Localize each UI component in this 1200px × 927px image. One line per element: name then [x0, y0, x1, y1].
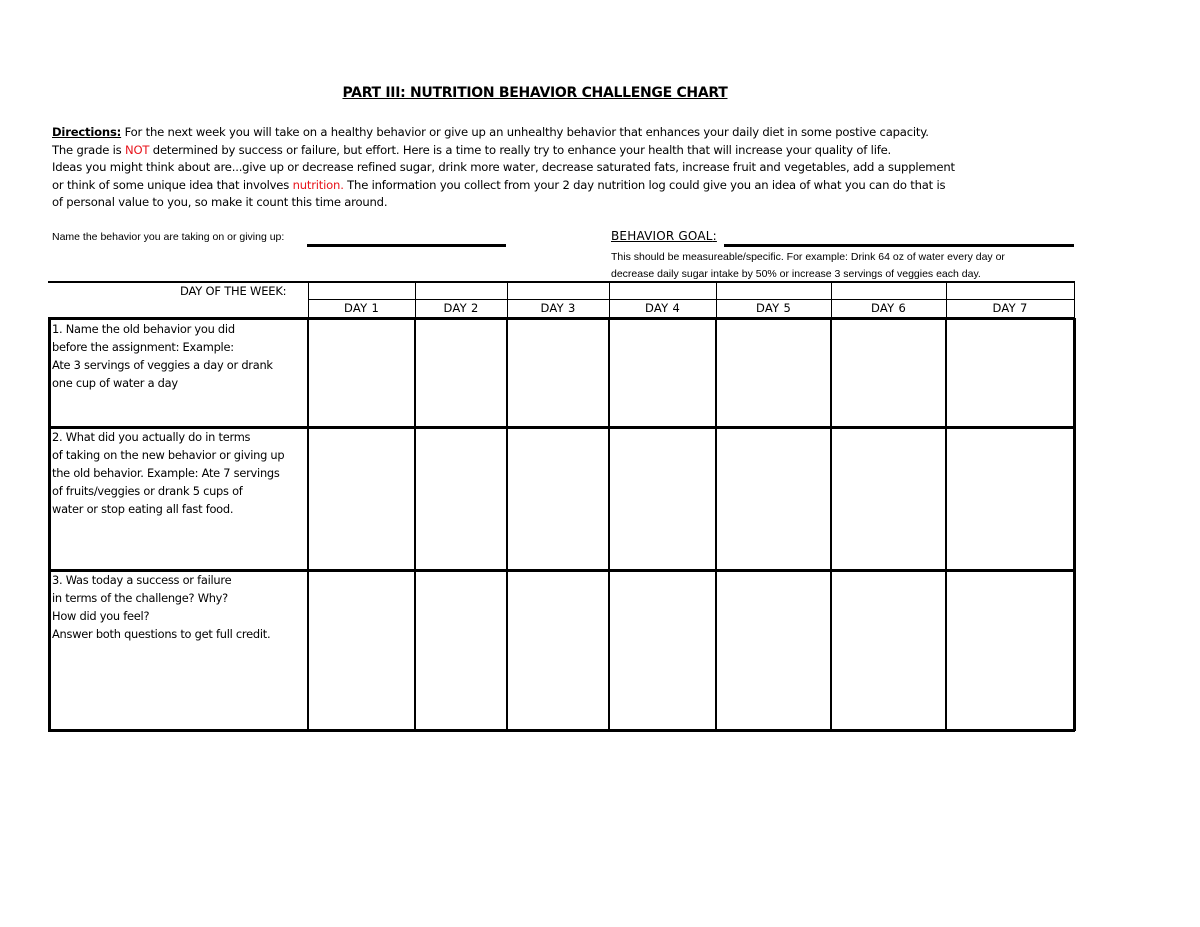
day-header-4: DAY 4: [644, 301, 681, 315]
row-1-line: one cup of water a day: [52, 376, 178, 390]
row-1-line: Ate 3 servings of veggies a day or drank: [52, 358, 273, 372]
row-1-line: 1. Name the old behavior you did: [52, 322, 235, 336]
directions-line-2b: determined by success or failure, but effort. Here is a time to really try to enhance your health that will increase your quality of life.: [149, 142, 892, 157]
day-header-6: DAY 6: [870, 301, 907, 315]
row-3-line: 3. Was today a success or failure: [52, 573, 232, 587]
day-header-1: DAY 1: [343, 301, 380, 315]
row-2-line: of taking on the new behavior or giving up: [52, 448, 285, 462]
day-header-3: DAY 3: [540, 301, 576, 315]
directions-line-5: of personal value to you, so make it count this time around.: [52, 195, 388, 210]
behavior-goal-label: [611, 229, 717, 243]
row-2-line: 2. What did you actually do in terms: [52, 430, 251, 444]
directions-line-3: Ideas you might think about are...give up or decrease refined sugar, drink more water, decrease saturated fats, increase fruit and vegetables, add a supplement: [52, 160, 955, 175]
row-3-line: Answer both questions to get full credit.: [52, 627, 271, 641]
behavior-goal-text: BEHAVIOR GOAL: [611, 229, 713, 243]
nutrition-emphasis: nutrition.: [292, 177, 344, 192]
behavior-name-field[interactable]: [307, 244, 506, 247]
row-2-line: water or stop eating all fast food.: [52, 502, 234, 516]
day-header-7: DAY 7: [992, 301, 1028, 315]
directions-line-4: [52, 177, 1062, 195]
behavior-goal-field[interactable]: [724, 244, 1074, 247]
row-3-line: How did you feel?: [52, 609, 150, 623]
page-title: PART III: NUTRITION BEHAVIOR CHALLENGE CHART: [342, 85, 728, 101]
grid-line: [307, 318, 309, 731]
grid-line: [48, 281, 1075, 283]
row-1-line: before the assignment: Example:: [52, 340, 234, 354]
behavior-goal-help: [611, 249, 1081, 283]
directions-line-1-text: For the next week you will take on a healthy behavior or give up an unhealthy behavior that enhances your daily diet in some postive capacity.: [121, 125, 929, 139]
directions-line-2: [52, 142, 1062, 160]
grid-line: [506, 318, 508, 731]
day-header-2: DAY 2: [443, 301, 479, 315]
behavior-name-label: Name the behavior you are taking on or giving up:: [52, 231, 285, 243]
grid-line: [1073, 318, 1076, 731]
grid-line: [48, 318, 51, 731]
goal-help-line-1: This should be measureable/specific. For example: Drink 64 oz of water every day or: [611, 251, 1005, 263]
row-2-line: of fruits/veggies or drank 5 cups of: [52, 484, 243, 498]
grid-line: [830, 318, 832, 731]
day-of-week-label: DAY OF THE WEEK:: [180, 284, 287, 298]
row-1-prompt: [52, 320, 273, 392]
grid-line: [414, 318, 416, 731]
row-2-prompt: [52, 428, 284, 518]
directions-label: Directions:: [52, 125, 122, 139]
day-header-5: DAY 5: [755, 301, 792, 315]
row-3-prompt: [52, 571, 270, 643]
directions: [52, 124, 1062, 212]
directions-line-1: [52, 124, 1062, 142]
row-3-line: in terms of the challenge? Why?: [52, 591, 228, 605]
directions-line-2a: The grade is: [52, 142, 126, 157]
grid-line: [715, 318, 717, 731]
grid-line: [48, 729, 1075, 732]
row-2-line: the old behavior. Example: Ate 7 servings: [52, 466, 280, 480]
goal-help-line-2: decrease daily sugar intake by 50% or increase 3 servings of veggies each day.: [611, 268, 981, 280]
directions-line-4a: or think of some unique idea that involves: [52, 177, 293, 192]
grid-line: [608, 318, 610, 731]
behavior-goal-colon: :: [712, 229, 717, 243]
grid-line: [308, 299, 1075, 300]
not-emphasis: NOT: [125, 142, 150, 157]
grid-line: [1074, 282, 1075, 318]
grid-line: [945, 318, 947, 731]
directions-line-4b: The information you collect from your 2 day nutrition log could give you an idea of what you can do that is: [343, 177, 946, 192]
